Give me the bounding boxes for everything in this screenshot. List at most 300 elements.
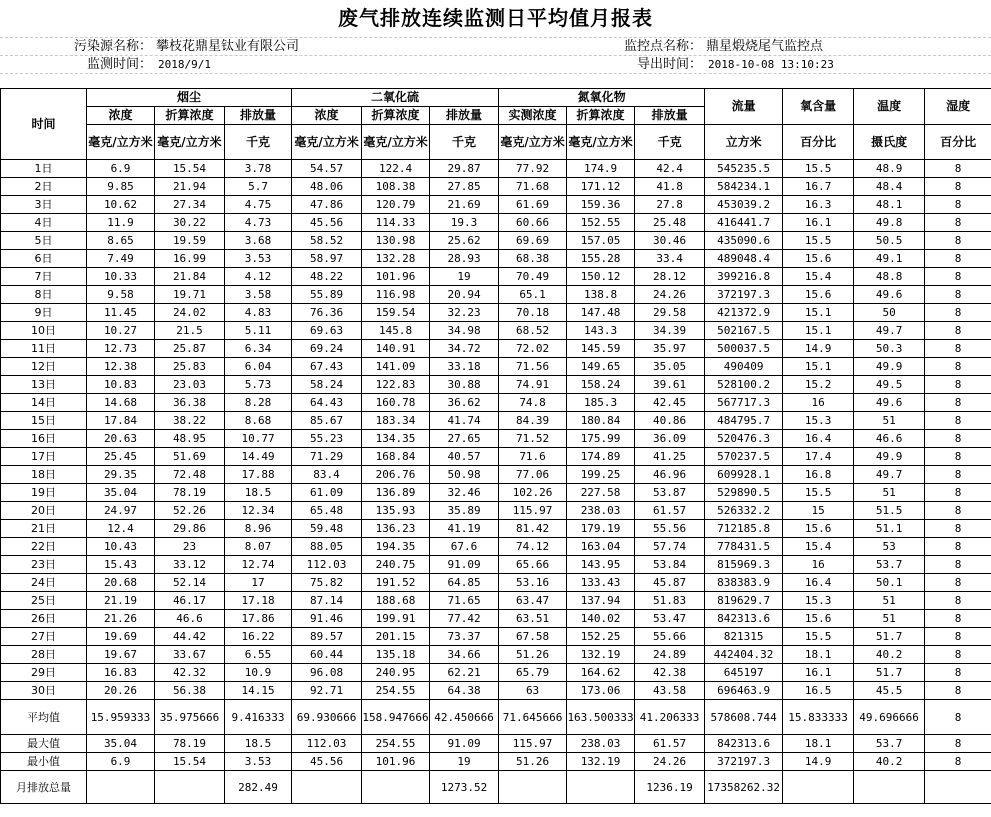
table-cell: 164.62 — [567, 664, 635, 682]
table-cell: 51.7 — [854, 628, 925, 646]
table-cell: 500037.5 — [705, 340, 783, 358]
table-cell: 842313.6 — [705, 735, 783, 753]
table-cell: 65.66 — [499, 556, 567, 574]
table-cell: 145.8 — [362, 322, 430, 340]
table-cell: 490409 — [705, 358, 783, 376]
table-cell: 16.5 — [783, 682, 854, 700]
table-cell: 24.89 — [635, 646, 705, 664]
header-time: 时间 — [1, 89, 87, 160]
table-cell: 53.47 — [635, 610, 705, 628]
table-cell: 28.93 — [430, 250, 499, 268]
time-value: 2018/9/1 — [158, 58, 211, 71]
unit-cell: 毫克/立方米 — [362, 125, 430, 160]
table-cell: 484795.7 — [705, 412, 783, 430]
table-cell: 29.58 — [635, 304, 705, 322]
table-cell: 8.28 — [225, 394, 292, 412]
table-cell: 74.8 — [499, 394, 567, 412]
table-cell: 29.87 — [430, 160, 499, 178]
table-cell: 25.48 — [635, 214, 705, 232]
table-cell: 8 — [925, 520, 991, 538]
row-label: 27日 — [1, 628, 87, 646]
table-cell: 101.96 — [362, 753, 430, 771]
table-cell: 8 — [925, 160, 991, 178]
table-cell: 69.24 — [292, 340, 362, 358]
header-smoke: 烟尘 — [87, 89, 292, 107]
table-cell: 51.26 — [499, 753, 567, 771]
table-cell: 159.36 — [567, 196, 635, 214]
table-cell: 282.49 — [225, 771, 292, 804]
table-cell: 158.24 — [567, 376, 635, 394]
table-cell: 49.8 — [854, 214, 925, 232]
table-cell: 38.22 — [155, 412, 225, 430]
unit-cell: 毫克/立方米 — [87, 125, 155, 160]
table-cell: 17.18 — [225, 592, 292, 610]
table-row — [1, 214, 991, 232]
table-cell: 570237.5 — [705, 448, 783, 466]
table-cell: 8 — [925, 430, 991, 448]
table-cell: 48.8 — [854, 268, 925, 286]
table-cell: 91.09 — [430, 556, 499, 574]
table-cell: 14.68 — [87, 394, 155, 412]
table-cell: 24.02 — [155, 304, 225, 322]
point-value: 鼎星煅烧尾气监控点 — [706, 39, 824, 54]
table-cell: 24.26 — [635, 753, 705, 771]
table-cell: 51.1 — [854, 520, 925, 538]
source-label: 污染源名称： — [73, 39, 152, 54]
header-so2-conc: 浓度 — [292, 107, 362, 125]
table-cell: 372197.3 — [705, 286, 783, 304]
table-cell: 3.53 — [225, 753, 292, 771]
table-row — [1, 628, 991, 646]
table-cell: 71.65 — [430, 592, 499, 610]
table-cell: 15.4 — [783, 268, 854, 286]
table-cell: 41.8 — [635, 178, 705, 196]
table-cell: 91.46 — [292, 610, 362, 628]
table-cell: 64.38 — [430, 682, 499, 700]
table-cell: 194.35 — [362, 538, 430, 556]
table-cell: 778431.5 — [705, 538, 783, 556]
table-cell: 16.4 — [783, 430, 854, 448]
table-cell: 199.25 — [567, 466, 635, 484]
table-cell: 18.1 — [783, 646, 854, 664]
table-cell: 174.89 — [567, 448, 635, 466]
header-humid: 湿度 — [925, 89, 991, 125]
table-cell: 96.08 — [292, 664, 362, 682]
header-nox-conv: 折算浓度 — [567, 107, 635, 125]
table-cell: 20.94 — [430, 286, 499, 304]
row-label: 10日 — [1, 322, 87, 340]
table-cell: 69.63 — [292, 322, 362, 340]
table-cell: 72.48 — [155, 466, 225, 484]
table-cell: 136.23 — [362, 520, 430, 538]
table-cell: 33.4 — [635, 250, 705, 268]
table-cell: 27.65 — [430, 430, 499, 448]
table-cell: 33.67 — [155, 646, 225, 664]
table-cell: 10.27 — [87, 322, 155, 340]
table-cell: 55.89 — [292, 286, 362, 304]
table-cell: 71.6 — [499, 448, 567, 466]
row-label: 16日 — [1, 430, 87, 448]
table-cell: 15.5 — [783, 484, 854, 502]
table-cell: 199.91 — [362, 610, 430, 628]
table-cell: 529890.5 — [705, 484, 783, 502]
table-cell: 609928.1 — [705, 466, 783, 484]
table-cell: 19.71 — [155, 286, 225, 304]
table-cell: 442404.32 — [705, 646, 783, 664]
table-cell: 63 — [499, 682, 567, 700]
table-cell: 64.85 — [430, 574, 499, 592]
table-cell: 70.49 — [499, 268, 567, 286]
table-cell: 3.68 — [225, 232, 292, 250]
table-cell: 174.9 — [567, 160, 635, 178]
unit-cell: 毫克/立方米 — [567, 125, 635, 160]
table-cell: 42.450666 — [430, 700, 499, 735]
table-cell: 10.83 — [87, 376, 155, 394]
table-cell: 25.62 — [430, 232, 499, 250]
header-row-units — [1, 125, 991, 160]
table-cell: 48.95 — [155, 430, 225, 448]
table-cell: 15.3 — [783, 592, 854, 610]
header-nox: 氮氧化物 — [499, 89, 705, 107]
table-cell: 528100.2 — [705, 376, 783, 394]
table-cell: 49.696666 — [854, 700, 925, 735]
table-cell: 48.06 — [292, 178, 362, 196]
table-cell: 4.12 — [225, 268, 292, 286]
row-label: 2日 — [1, 178, 87, 196]
table-cell: 40.86 — [635, 412, 705, 430]
table-cell: 42.38 — [635, 664, 705, 682]
table-cell: 183.34 — [362, 412, 430, 430]
table-cell: 16.1 — [783, 214, 854, 232]
table-cell: 56.38 — [155, 682, 225, 700]
table-cell: 152.55 — [567, 214, 635, 232]
table-cell: 17.86 — [225, 610, 292, 628]
table-cell: 30.22 — [155, 214, 225, 232]
table-cell: 8 — [925, 502, 991, 520]
table-cell: 15.1 — [783, 358, 854, 376]
row-label: 17日 — [1, 448, 87, 466]
table-cell: 51.26 — [499, 646, 567, 664]
row-label: 23日 — [1, 556, 87, 574]
row-label: 11日 — [1, 340, 87, 358]
export-value: 2018-10-08 13:10:23 — [708, 58, 834, 71]
table-cell: 48.1 — [854, 196, 925, 214]
table-cell: 135.18 — [362, 646, 430, 664]
table-cell: 60.44 — [292, 646, 362, 664]
table-row — [1, 340, 991, 358]
table-cell: 81.42 — [499, 520, 567, 538]
row-label: 7日 — [1, 268, 87, 286]
unit-cell: 千克 — [635, 125, 705, 160]
table-cell: 74.12 — [499, 538, 567, 556]
table-cell: 63.51 — [499, 610, 567, 628]
table-cell: 201.15 — [362, 628, 430, 646]
table-row — [1, 610, 991, 628]
table-cell: 15.5 — [783, 628, 854, 646]
table-cell: 46.17 — [155, 592, 225, 610]
table-cell: 83.4 — [292, 466, 362, 484]
unit-cell: 立方米 — [705, 125, 783, 160]
table-cell: 48.9 — [854, 160, 925, 178]
header-oxygen: 氧含量 — [783, 89, 854, 125]
table-cell: 52.26 — [155, 502, 225, 520]
table-row — [1, 250, 991, 268]
table-cell: 136.89 — [362, 484, 430, 502]
table-cell: 41.19 — [430, 520, 499, 538]
total-row — [1, 771, 991, 804]
table-cell: 71.29 — [292, 448, 362, 466]
table-cell: 5.7 — [225, 178, 292, 196]
table-cell: 59.48 — [292, 520, 362, 538]
table-cell: 8 — [925, 538, 991, 556]
table-cell: 9.85 — [87, 178, 155, 196]
table-cell: 15 — [783, 502, 854, 520]
table-cell: 46.96 — [635, 466, 705, 484]
table-cell: 20.26 — [87, 682, 155, 700]
unit-cell: 千克 — [225, 125, 292, 160]
table-row — [1, 376, 991, 394]
row-label: 8日 — [1, 286, 87, 304]
table-cell: 53.16 — [499, 574, 567, 592]
table-cell: 15.54 — [155, 753, 225, 771]
table-cell: 143.95 — [567, 556, 635, 574]
table-cell: 41.206333 — [635, 700, 705, 735]
table-cell: 23 — [155, 538, 225, 556]
table-cell: 78.19 — [155, 735, 225, 753]
table-cell: 502167.5 — [705, 322, 783, 340]
table-row — [1, 286, 991, 304]
table-cell: 8 — [925, 286, 991, 304]
table-cell: 399216.8 — [705, 268, 783, 286]
table-row — [1, 232, 991, 250]
table-cell: 48.22 — [292, 268, 362, 286]
table-cell: 16.8 — [783, 466, 854, 484]
table-cell: 489048.4 — [705, 250, 783, 268]
table-cell: 11.45 — [87, 304, 155, 322]
table-cell: 34.72 — [430, 340, 499, 358]
table-cell: 8.65 — [87, 232, 155, 250]
table-cell: 815969.3 — [705, 556, 783, 574]
table-cell: 152.25 — [567, 628, 635, 646]
table-cell: 238.03 — [567, 735, 635, 753]
table-cell: 696463.9 — [705, 682, 783, 700]
table-cell — [499, 771, 567, 804]
table-cell: 8 — [925, 394, 991, 412]
table-cell: 51.5 — [854, 502, 925, 520]
header-temp: 温度 — [854, 89, 925, 125]
row-label: 月排放总量 — [1, 771, 87, 804]
table-cell: 49.6 — [854, 394, 925, 412]
table-cell: 25.83 — [155, 358, 225, 376]
table-cell: 584234.1 — [705, 178, 783, 196]
row-label: 最大值 — [1, 735, 87, 753]
table-cell: 50.98 — [430, 466, 499, 484]
table-cell: 53.7 — [854, 556, 925, 574]
table-cell: 645197 — [705, 664, 783, 682]
table-cell: 112.03 — [292, 556, 362, 574]
row-label: 3日 — [1, 196, 87, 214]
table-cell: 133.43 — [567, 574, 635, 592]
table-cell: 163.500333 — [567, 700, 635, 735]
table-cell: 77.06 — [499, 466, 567, 484]
table-cell: 16.83 — [87, 664, 155, 682]
table-cell: 20.63 — [87, 430, 155, 448]
table-cell: 71.56 — [499, 358, 567, 376]
table-cell: 75.82 — [292, 574, 362, 592]
table-cell: 8 — [925, 178, 991, 196]
table-cell: 134.35 — [362, 430, 430, 448]
table-cell: 578608.744 — [705, 700, 783, 735]
table-cell: 49.6 — [854, 286, 925, 304]
table-row — [1, 358, 991, 376]
table-cell: 21.69 — [430, 196, 499, 214]
table-cell: 163.04 — [567, 538, 635, 556]
table-cell: 180.84 — [567, 412, 635, 430]
table-cell: 71.68 — [499, 178, 567, 196]
table-cell: 160.78 — [362, 394, 430, 412]
table-row — [1, 520, 991, 538]
table-cell: 78.19 — [155, 484, 225, 502]
table-cell: 36.62 — [430, 394, 499, 412]
table-cell: 51 — [854, 592, 925, 610]
unit-cell: 百分比 — [783, 125, 854, 160]
table-cell: 53.87 — [635, 484, 705, 502]
table-cell: 35.05 — [635, 358, 705, 376]
table-cell: 24.26 — [635, 286, 705, 304]
table-cell: 35.975666 — [155, 700, 225, 735]
table-cell: 23.03 — [155, 376, 225, 394]
table-cell: 36.38 — [155, 394, 225, 412]
unit-cell: 毫克/立方米 — [155, 125, 225, 160]
table-cell: 8 — [925, 448, 991, 466]
table-cell: 87.14 — [292, 592, 362, 610]
table-cell — [925, 771, 991, 804]
table-cell: 50.5 — [854, 232, 925, 250]
table-cell: 19.69 — [87, 628, 155, 646]
table-cell: 49.7 — [854, 322, 925, 340]
table-cell: 20.68 — [87, 574, 155, 592]
table-cell: 27.85 — [430, 178, 499, 196]
table-cell: 53.7 — [854, 735, 925, 753]
table-cell: 21.84 — [155, 268, 225, 286]
table-cell: 6.9 — [87, 160, 155, 178]
table-cell: 141.09 — [362, 358, 430, 376]
table-cell: 69.69 — [499, 232, 567, 250]
table-cell: 42.4 — [635, 160, 705, 178]
table-cell: 76.36 — [292, 304, 362, 322]
table-cell: 8 — [925, 322, 991, 340]
table-cell: 254.55 — [362, 735, 430, 753]
max-row — [1, 735, 991, 753]
table-cell: 19.3 — [430, 214, 499, 232]
table-cell: 7.49 — [87, 250, 155, 268]
table-cell: 15.6 — [783, 520, 854, 538]
table-row — [1, 556, 991, 574]
table-row — [1, 412, 991, 430]
table-cell: 4.75 — [225, 196, 292, 214]
table-cell: 16.22 — [225, 628, 292, 646]
table-cell: 42.32 — [155, 664, 225, 682]
table-cell: 6.34 — [225, 340, 292, 358]
table-cell: 29.35 — [87, 466, 155, 484]
table-cell: 19.67 — [87, 646, 155, 664]
table-cell: 227.58 — [567, 484, 635, 502]
table-cell: 15.2 — [783, 376, 854, 394]
table-cell: 15.6 — [783, 610, 854, 628]
table-cell: 115.97 — [499, 502, 567, 520]
table-cell: 453039.2 — [705, 196, 783, 214]
header-smoke-conv: 折算浓度 — [155, 107, 225, 125]
table-cell: 49.9 — [854, 358, 925, 376]
table-cell: 14.9 — [783, 753, 854, 771]
table-cell: 89.57 — [292, 628, 362, 646]
row-label: 28日 — [1, 646, 87, 664]
table-cell: 24.97 — [87, 502, 155, 520]
table-cell: 838383.9 — [705, 574, 783, 592]
table-cell — [292, 771, 362, 804]
table-cell: 32.23 — [430, 304, 499, 322]
table-cell: 10.33 — [87, 268, 155, 286]
table-cell: 49.1 — [854, 250, 925, 268]
table-cell: 88.05 — [292, 538, 362, 556]
table-cell: 11.9 — [87, 214, 155, 232]
table-cell: 8 — [925, 628, 991, 646]
unit-cell: 毫克/立方米 — [499, 125, 567, 160]
table-cell: 19.59 — [155, 232, 225, 250]
table-cell: 25.87 — [155, 340, 225, 358]
header-flow: 流量 — [705, 89, 783, 125]
table-cell: 21.19 — [87, 592, 155, 610]
table-cell: 1236.19 — [635, 771, 705, 804]
table-cell: 67.6 — [430, 538, 499, 556]
table-cell: 16.3 — [783, 196, 854, 214]
table-cell: 157.05 — [567, 232, 635, 250]
table-cell: 16.1 — [783, 664, 854, 682]
table-cell: 91.09 — [430, 735, 499, 753]
min-row — [1, 753, 991, 771]
table-cell: 15.959333 — [87, 700, 155, 735]
table-cell: 108.38 — [362, 178, 430, 196]
table-row — [1, 574, 991, 592]
table-cell: 140.02 — [567, 610, 635, 628]
table-cell: 8 — [925, 214, 991, 232]
row-label: 21日 — [1, 520, 87, 538]
table-cell: 240.75 — [362, 556, 430, 574]
table-row — [1, 196, 991, 214]
table-cell: 18.5 — [225, 735, 292, 753]
table-cell: 18.1 — [783, 735, 854, 753]
table-cell: 51 — [854, 610, 925, 628]
table-cell: 138.8 — [567, 286, 635, 304]
table-cell: 145.59 — [567, 340, 635, 358]
table-cell: 55.23 — [292, 430, 362, 448]
table-cell: 6.55 — [225, 646, 292, 664]
table-cell: 4.83 — [225, 304, 292, 322]
row-label: 26日 — [1, 610, 87, 628]
table-cell: 51.7 — [854, 664, 925, 682]
table-cell: 19 — [430, 268, 499, 286]
table-row — [1, 538, 991, 556]
table-cell — [87, 771, 155, 804]
table-cell: 69.930666 — [292, 700, 362, 735]
table-cell: 10.62 — [87, 196, 155, 214]
table-cell: 15.1 — [783, 304, 854, 322]
table-cell: 51 — [854, 412, 925, 430]
table-cell: 8 — [925, 250, 991, 268]
table-cell: 101.96 — [362, 268, 430, 286]
table-row — [1, 304, 991, 322]
table-cell: 15.5 — [783, 160, 854, 178]
